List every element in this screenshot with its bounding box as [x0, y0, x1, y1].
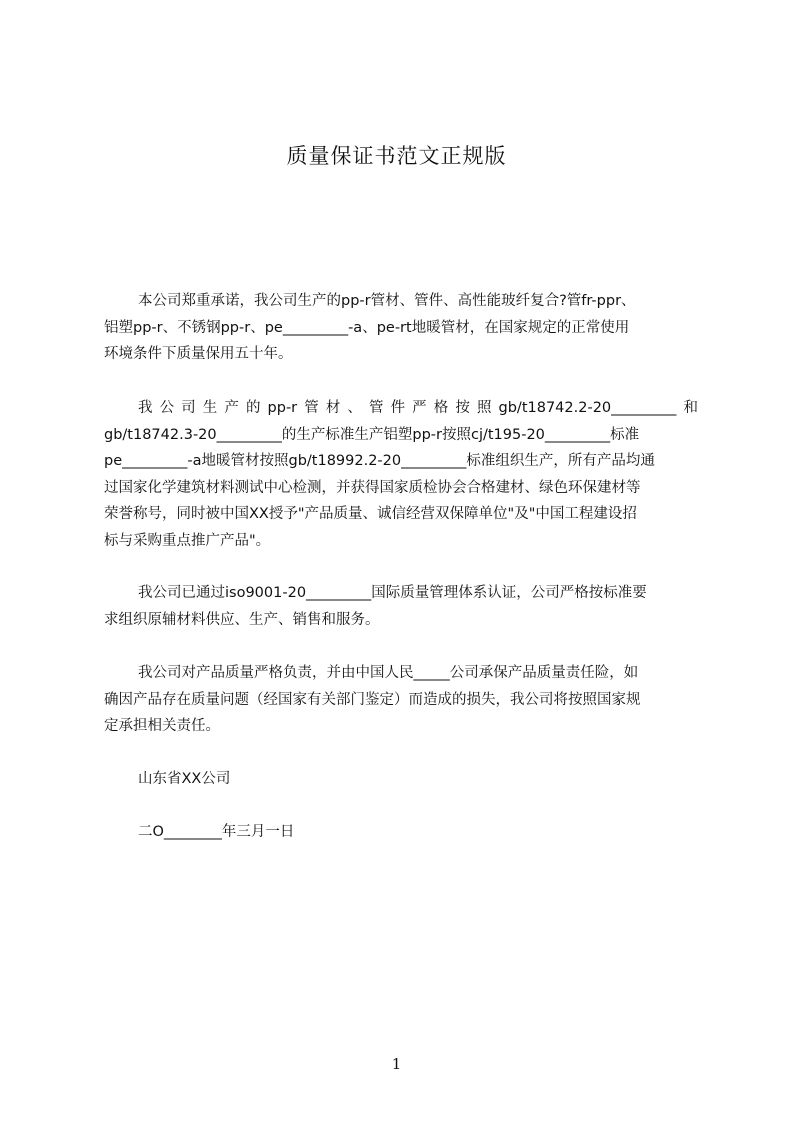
paragraph-line: 求组织原辅材料供应、生产、销售和服务。	[104, 611, 380, 628]
paragraph-standards	[104, 395, 698, 554]
document-date: 二O________年三月一日	[138, 824, 295, 840]
paragraph-iso-certification	[104, 580, 698, 633]
paragraph-line: 标与采购重点推广产品"。	[104, 532, 271, 549]
paragraph-line: pe_________-a地暖管材按照gb/t18992.2-20_________标准组织生产，所有产品均通	[104, 453, 655, 469]
paragraph-line: 本公司郑重承诺，我公司生产的pp-r管材、管件、高性能玻纤复合?管fr-ppr、	[138, 293, 636, 309]
document-title: 质量保证书范文正规版	[286, 144, 507, 168]
page-number: 1	[391, 1055, 402, 1073]
paragraph-line: 过国家化学建筑材料测试中心检测，并获得国家质检协会合格建材、绿色环保建材等	[104, 479, 641, 496]
paragraph-line: 我公司已通过iso9001-20_________国际质量管理体系认证，公司严格按标准要	[138, 585, 647, 601]
paragraph-line: 定承担相关责任。	[104, 718, 220, 734]
paragraph-line: 铝塑pp-r、不锈钢pp-r、pe_________-a、pe-rt地暖管材，在国家规定的正常使用	[104, 319, 630, 336]
paragraph-line: 我公司生产的pp-r管材、管件严格按照gb/t18742.2-20_________和	[138, 400, 698, 416]
signature-block	[104, 766, 698, 793]
paragraph-line: 确因产品存在质量问题（经国家有关部门鉴定）而造成的损失，我公司将按照国家规	[104, 691, 641, 708]
company-signature: 山东省XX公司	[138, 771, 231, 787]
paragraph-liability	[104, 660, 698, 740]
paragraph-warranty-promise	[104, 288, 698, 368]
paragraph-line: 我公司对产品质量严格负责，并由中国人民_____公司承保产品质量责任险，如	[138, 665, 639, 681]
paragraph-line: gb/t18742.3-20_________的生产标准生产铝塑pp-r按照cj/t195-20_________标准	[104, 426, 640, 443]
paragraph-line: 荣誉称号，同时被中国XX授予"产品质量、诚信经营双保障单位"及"中国工程建设招	[104, 506, 637, 522]
paragraph-line: 环境条件下质量保用五十年。	[104, 346, 293, 362]
date-block	[104, 819, 698, 846]
